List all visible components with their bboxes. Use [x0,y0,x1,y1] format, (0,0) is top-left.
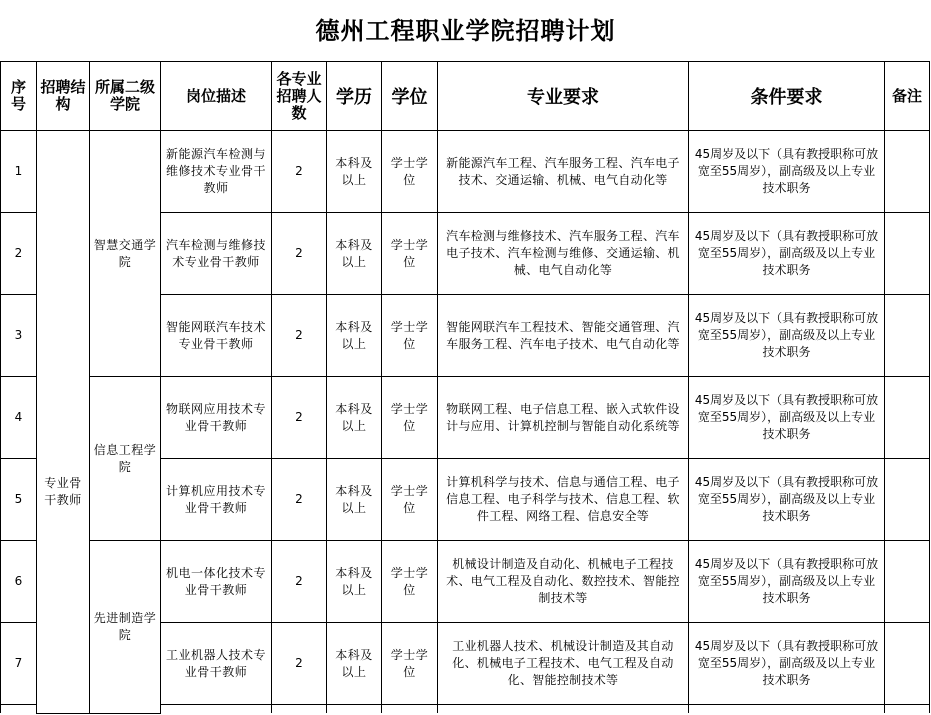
cell-degree: 学士学位 [382,213,438,295]
cell-empty [689,705,885,714]
cell-empty [327,705,382,714]
cell-major: 汽车检测与维修技术、汽车服务工程、汽车电子技术、汽车检测与维修、交通运输、机械、电气自动化等 [438,213,689,295]
cell-remark [885,459,930,541]
cell-major: 机械设计制造及自动化、机械电子工程技术、电气工程及自动化、数控技术、智能控制技术等 [438,541,689,623]
page-title: 德州工程职业学院招聘计划 [315,17,616,45]
cell-count: 2 [272,213,327,295]
cell-degree: 学士学位 [382,377,438,459]
cell-education: 本科及以上 [327,295,382,377]
cell-condition: 45周岁及以下（具有教授职称可放宽至55周岁），副高级及以上专业技术职务 [689,131,885,213]
header-count: 各专业招聘人数 [272,62,327,131]
cell-count: 2 [272,459,327,541]
cell-seq: 7 [1,623,37,705]
cell-empty [272,705,327,714]
header-remark: 备注 [885,62,930,131]
cell-college-info: 信息工程学院 [90,377,161,541]
cell-count: 2 [272,377,327,459]
cell-seq: 2 [1,213,37,295]
table-row [1,377,930,459]
cell-degree: 学士学位 [382,541,438,623]
cell-education: 本科及以上 [327,131,382,213]
cell-college-manufacturing: 先进制造学院 [90,541,161,714]
cell-remark [885,295,930,377]
cell-position: 汽车检测与维修技术专业骨干教师 [161,213,272,295]
cell-seq: 6 [1,541,37,623]
cell-major: 新能源汽车工程、汽车服务工程、汽车电子技术、交通运输、机械、电气自动化等 [438,131,689,213]
cell-education: 本科及以上 [327,623,382,705]
cell-remark [885,541,930,623]
cell-position: 智能网联汽车技术专业骨干教师 [161,295,272,377]
cell-empty [1,705,37,714]
cell-structure: 专业骨干教师 [37,131,90,714]
cell-condition: 45周岁及以下（具有教授职称可放宽至55周岁），副高级及以上专业技术职务 [689,541,885,623]
cell-position: 机电一体化技术专业骨干教师 [161,541,272,623]
cell-major: 计算机科学与技术、信息与通信工程、电子信息工程、电子科学与技术、信息工程、软件工程、网络工程、信息安全等 [438,459,689,541]
cell-college-traffic: 智慧交通学院 [90,131,161,377]
recruitment-table [0,61,930,714]
cell-count: 2 [272,295,327,377]
cell-condition: 45周岁及以下（具有教授职称可放宽至55周岁），副高级及以上专业技术职务 [689,623,885,705]
header-major: 专业要求 [438,62,689,131]
cell-degree: 学士学位 [382,623,438,705]
cell-education: 本科及以上 [327,541,382,623]
cell-empty [382,705,438,714]
cell-education: 本科及以上 [327,213,382,295]
header-row [1,62,930,131]
cell-major: 智能网联汽车工程技术、智能交通管理、汽车服务工程、汽车电子技术、电气自动化等 [438,295,689,377]
cell-condition: 45周岁及以下（具有教授职称可放宽至55周岁），副高级及以上专业技术职务 [689,459,885,541]
cell-major: 物联网工程、电子信息工程、嵌入式软件设计与应用、计算机控制与智能自动化系统等 [438,377,689,459]
header-position: 岗位描述 [161,62,272,131]
cell-count: 2 [272,623,327,705]
header-seq: 序号 [1,62,37,131]
table-row [1,541,930,623]
cell-remark [885,377,930,459]
cell-degree: 学士学位 [382,295,438,377]
cell-education: 本科及以上 [327,377,382,459]
cell-education: 本科及以上 [327,459,382,541]
cell-position: 工业机器人技术专业骨干教师 [161,623,272,705]
table-row [1,131,930,213]
cell-condition: 45周岁及以下（具有教授职称可放宽至55周岁），副高级及以上专业技术职务 [689,213,885,295]
cell-remark [885,131,930,213]
cell-degree: 学士学位 [382,131,438,213]
cell-seq: 5 [1,459,37,541]
cell-position: 新能源汽车检测与维修技术专业骨干教师 [161,131,272,213]
cell-empty [885,705,930,714]
header-education: 学历 [327,62,382,131]
cell-empty [161,705,272,714]
cell-position: 物联网应用技术专业骨干教师 [161,377,272,459]
cell-seq: 3 [1,295,37,377]
cell-count: 2 [272,131,327,213]
cell-major: 工业机器人技术、机械设计制造及其自动化、机械电子工程技术、电气工程及自动化、智能控制技术等 [438,623,689,705]
cell-degree: 学士学位 [382,459,438,541]
cell-remark [885,213,930,295]
header-college: 所属二级学院 [90,62,161,131]
header-condition: 条件要求 [689,62,885,131]
cell-count: 2 [272,541,327,623]
cell-seq: 1 [1,131,37,213]
cell-condition: 45周岁及以下（具有教授职称可放宽至55周岁），副高级及以上专业技术职务 [689,377,885,459]
header-degree: 学位 [382,62,438,131]
cell-seq: 4 [1,377,37,459]
cell-position: 计算机应用技术专业骨干教师 [161,459,272,541]
cell-empty [438,705,689,714]
cell-condition: 45周岁及以下（具有教授职称可放宽至55周岁），副高级及以上专业技术职务 [689,295,885,377]
header-structure: 招聘结构 [37,62,90,131]
cell-remark [885,623,930,705]
